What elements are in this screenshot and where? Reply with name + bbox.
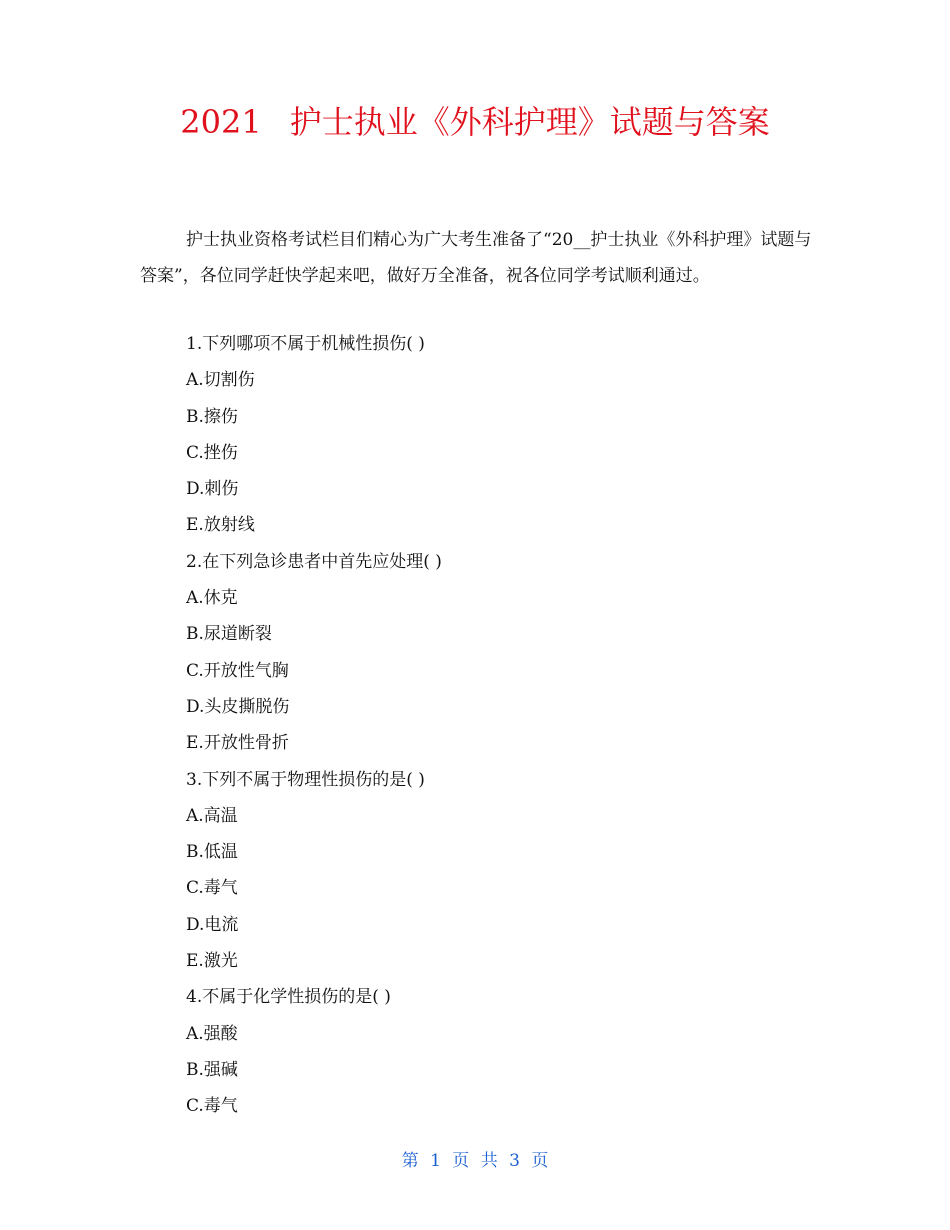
page-footer (0, 1147, 950, 1175)
option-line: D.刺伤 (186, 479, 239, 500)
option-line: B.擦伤 (186, 406, 238, 427)
page-title (0, 100, 950, 144)
question-list (186, 326, 826, 1125)
footer-label-page-unit: 页 (452, 1151, 470, 1171)
option-line: C.毒气 (186, 878, 238, 899)
title-year: 2021 (180, 103, 262, 141)
option-line: C.挫伤 (186, 442, 238, 463)
option-line: B.低温 (186, 842, 238, 863)
option-line: B.强碱 (186, 1059, 238, 1080)
option-line: C.开放性气胸 (186, 660, 289, 681)
intro-paragraph: 护士执业资格考试栏目们精心为广大考生准备了“20__护士执业《外科护理》试题与答案”，各位同学赶快学起来吧，做好万全准备，祝各位同学考试顺利通过。 (140, 230, 812, 286)
option-line: E.开放性骨折 (186, 733, 289, 754)
option-line: A.高温 (186, 805, 238, 826)
question-line: 2.在下列急诊患者中首先应处理( ) (186, 551, 442, 572)
title-text: 护士执业《外科护理》试题与答案 (289, 103, 770, 141)
option-line: A.强酸 (186, 1023, 238, 1044)
footer-label-total: 共 (480, 1151, 498, 1171)
footer-label-total-unit: 页 (531, 1151, 549, 1171)
option-line: E.放射线 (186, 515, 255, 536)
option-line: E.激光 (186, 951, 238, 972)
footer-total-pages: 3 (509, 1151, 520, 1171)
option-line: C.毒气 (186, 1096, 238, 1117)
question-line: 1.下列哪项不属于机械性损伤( ) (186, 334, 425, 354)
question-line: 4.不属于化学性损伤的是( ) (186, 987, 391, 1008)
option-line: B.尿道断裂 (186, 624, 272, 645)
question-line: 3.下列不属于物理性损伤的是( ) (186, 769, 425, 790)
option-line: D.电流 (186, 914, 239, 935)
option-line: A.休克 (186, 588, 238, 609)
footer-current-page: 1 (430, 1151, 441, 1171)
footer-label-page: 第 (401, 1151, 419, 1171)
option-line: A.切割伤 (186, 370, 255, 391)
option-line: D.头皮撕脱伤 (186, 696, 290, 717)
